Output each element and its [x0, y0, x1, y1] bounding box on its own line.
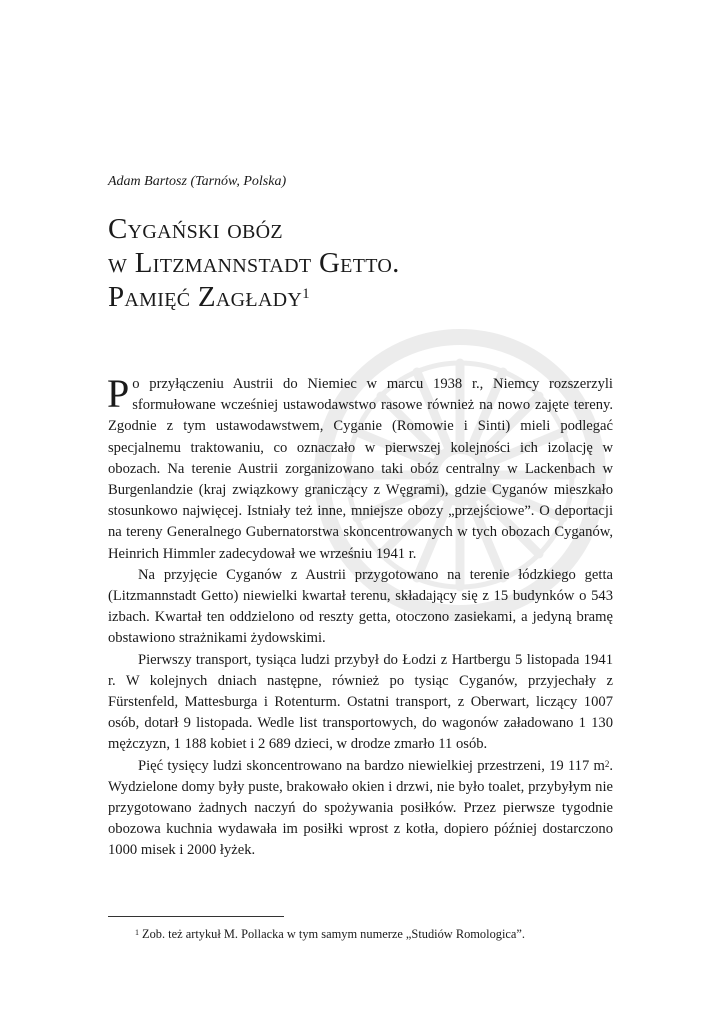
- drop-cap: P: [107, 371, 130, 416]
- article-body: [107, 371, 613, 862]
- paragraph-1-text: o przyłączeniu Austrii do Niemiec w marcu 1938 r., Niemcy rozszerzyli sformułowane wcześniej ustawodawstwo rasowe również na nowo zajęte tereny. Zgodnie z tym ustawodawstwem, Cyganie (Romowie i Sinti) mieli podlegać specjalnemu traktowaniu, co oznaczało w pierwszej kolejności ich izolację w obozach. Na terenie Austrii zorganizowano taki obóz centralny w Lackenbach w Burgenlandzie (kraj związkowy graniczący z Węgrami), gdzie Cyganów mieszkało stosunkowo najwięcej. Istniały też inne, mniejsze obozy „przejściowe”. O deportacji na tereny Generalnego Gubernatorstwa skoncentrowanych w tych obozach Cyganów, Heinrich Himmler zadecydował we wrześniu 1941 r.: [108, 376, 613, 562]
- footnote-text: Zob. też artykuł M. Pollacka w tym samym numerze „Studiów Romologica”.: [142, 927, 525, 941]
- paragraph-4-text-a: Pięć tysięcy ludzi skoncentrowano na bardzo niewielkiej przestrzeni, 19 117 m: [138, 757, 605, 774]
- title-line-3-text: Pamięć Zagłady: [108, 281, 303, 313]
- title-line-3: [108, 280, 628, 314]
- article-title: [108, 212, 628, 314]
- paragraph-4-text-b: . Wydzielone domy były puste, brakowało okien i drzwi, nie było toalet, przybyłym nie przygotowano żadnych naczyń do spożywania posiłków. Przez pierwsze tygodnie obozowa kuchnia wydawała im posiłki wprost z kotła, dopiero później dostarczono 1000 misek i 2000 łyżek.: [108, 757, 613, 859]
- title-footnote-marker: 1: [302, 286, 310, 302]
- footnote-divider: [108, 916, 284, 917]
- title-line-1: Cygański obóz: [108, 213, 283, 245]
- paragraph-3: Pierwszy transport, tysiąca ludzi przybył do Łodzi z Hartbergu 5 listopada 1941 r. W kolejnych dniach następne, również po tysiąc Cyganów, przyjechały z Fürstenfeld, Mattesburga i Rotenturm. Ostatni transport, z Oberwart, liczący 1007 osób, dotarł 9 listopada. Wedle list transportowych, do wagonów załadowano 1 130 mężczyzn, 1 188 kobiet i 2 689 dzieci, w drodze zmarło 11 osób.: [108, 651, 613, 753]
- superscript-2: 2: [604, 758, 610, 769]
- author-line: Adam Bartosz (Tarnów, Polska): [108, 174, 287, 189]
- footnote-marker: 1: [135, 928, 139, 937]
- paragraph-1: [107, 371, 613, 565]
- paragraph-2: Na przyjęcie Cyganów z Austrii przygotowano na terenie łódzkiego getta (Litzmannstadt Getto) niewielki kwartał terenu, składający się z 15 budynków o 543 izbach. Kwartał ten oddzielono od reszty getta, otoczono zasiekami, a jedyną bramę obstawiono strażnikami żydowskimi.: [108, 566, 613, 647]
- paragraph-4: [108, 756, 613, 862]
- title-line-2: w Litzmannstadt Getto.: [108, 247, 400, 279]
- footnote-1: [135, 926, 615, 942]
